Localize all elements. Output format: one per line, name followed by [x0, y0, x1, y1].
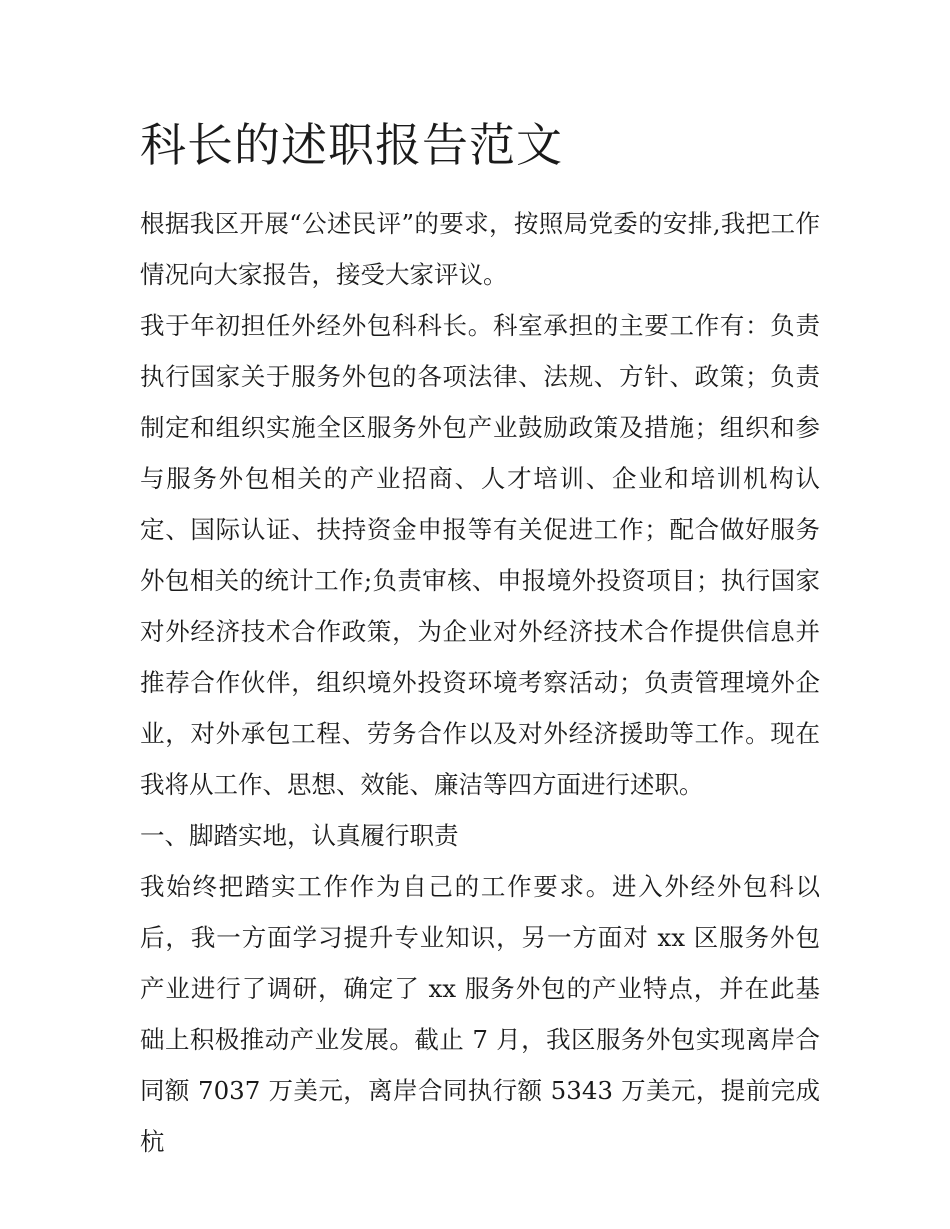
document-page — [140, 110, 820, 1167]
section-heading-1: 一、脚踏实地，认真履行职责 — [140, 821, 459, 850]
paragraph-duties: 我于年初担任外经外包科科长。科室承担的主要工作有：负责执行国家关于服务外包的各项法律、法规、方针、政策；负责制定和组织实施全区服务外包产业鼓励政策及措施；组织和参与服务外包相关的产业招商、人才培训、企业和培训机构认定、国际认证、扶持资金申报等有关促进工作；配合做好服务外包相关的统计工作;负责审核、申报境外投资项目；执行国家对外经济技术合作政策，为企业对外经济技术合作提供信息并推荐合作伙伴，组织境外投资环境考察活动；负责管理境外企业，对外承包工程、劳务合作以及对外经济援助等工作。现在我将从工作、思想、效能、廉洁等四方面进行述职。 — [140, 311, 820, 799]
document-title: 科长的述职报告范文 — [140, 118, 563, 172]
paragraph-intro: 根据我区开展“公述民评”的要求，按照局党委的安排,我把工作情况向大家报告，接受大家评议。 — [140, 209, 820, 289]
paragraph-section-1: 我始终把踏实工作作为自己的工作要求。进入外经外包科以后，我一方面学习提升专业知识，另一方面对 xx 区服务外包产业进行了调研，确定了 xx 服务外包的产业特点，并在此基础上积极推动产业发展。截止 7 月，我区服务外包实现离岸合同额 7037 万美元，离岸合同执行额 5343 万美元，提前完成杭 — [140, 872, 820, 1156]
